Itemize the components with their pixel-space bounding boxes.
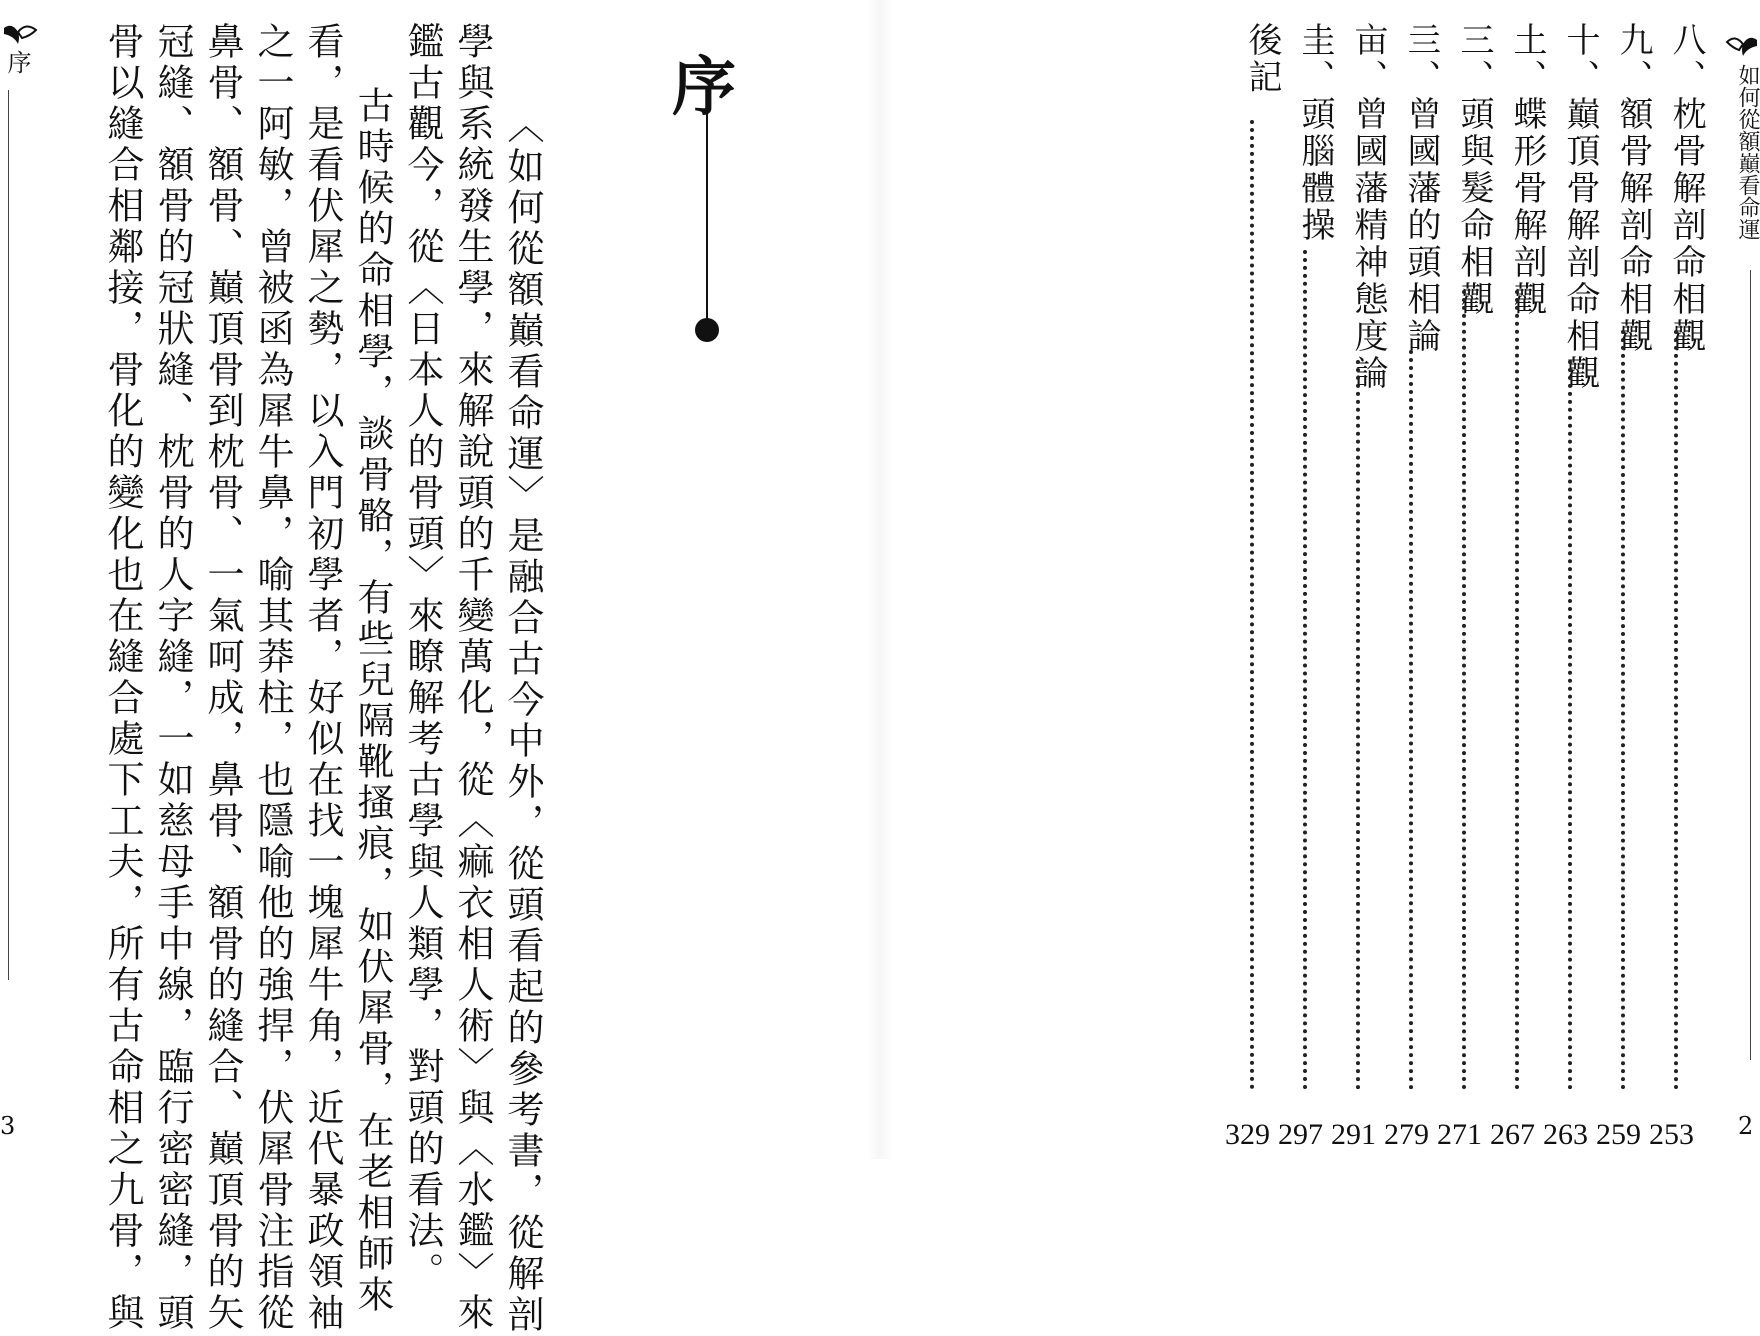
body-line: 骨以縫合相鄰接，骨化的變化也在縫合處下工夫，所有古命相之九骨，與 — [101, 22, 144, 1334]
body-line: 冠縫、額骨的冠狀縫、枕骨的人字縫，一如慈母手中線，臨行密密縫，頭 — [151, 22, 194, 1334]
toc-entry-label: 九、額骨解剖命相觀 — [1613, 22, 1653, 355]
toc-leader — [1303, 250, 1313, 1090]
toc-entry-page: 279 — [1384, 1118, 1429, 1151]
left-margin-rule — [8, 90, 9, 980]
right-running-head: 如何從額巔看命運 — [1735, 64, 1760, 240]
toc-leader — [1462, 290, 1472, 1090]
body-line: 看，是看伏犀之勢，以入門初學者，好似在找一塊犀牛角，近代暴政領袖 — [301, 22, 344, 1334]
left-page-number: 3 — [0, 1112, 16, 1140]
fleuron-icon — [0, 20, 40, 50]
toc-entry-page: 263 — [1543, 1118, 1588, 1151]
toc-entry-label: 八、枕骨解剖命相觀 — [1666, 22, 1706, 355]
toc-leader — [1409, 350, 1419, 1090]
toc-entry-page: 253 — [1649, 1118, 1694, 1151]
fleuron-icon — [1725, 34, 1760, 60]
title-rule — [706, 104, 708, 322]
toc-entry-page: 329 — [1225, 1118, 1270, 1151]
body-line: 鑑古觀今，從〈日本人的骨頭〉來瞭解考古學與人類學，對頭的看法。 — [401, 22, 444, 1293]
body-line: 鼻骨、額骨、巔頂骨到枕骨、一氣呵成，鼻骨、額骨的縫合、巔頂骨的矢 — [201, 22, 244, 1334]
toc-entry-label: 土、蝶形骨解剖觀 — [1507, 22, 1547, 318]
toc-entry-label: 圭、頭腦體操 — [1295, 22, 1335, 244]
toc-entry-page: 267 — [1490, 1118, 1535, 1151]
body-line: 〈如何從額巔看命運〉是融合古今中外，從頭看起的參考書，從解剖 — [501, 106, 544, 1336]
toc-leader — [1621, 330, 1631, 1090]
toc-leader — [1568, 360, 1578, 1090]
toc-entry-page: 291 — [1331, 1118, 1376, 1151]
left-running-head: 序 — [3, 50, 31, 74]
right-margin-rule — [1750, 270, 1751, 1060]
toc-entry-page: 259 — [1596, 1118, 1641, 1151]
toc-entry-label: 後記 — [1242, 22, 1282, 96]
title-dot-icon — [695, 318, 719, 342]
toc-entry-page: 271 — [1437, 1118, 1482, 1151]
toc-leader — [1674, 330, 1684, 1090]
section-title: 序 — [672, 50, 736, 125]
toc-leader — [1356, 360, 1366, 1090]
right-page — [880, 0, 1760, 1159]
body-line: 之一阿敏，曾被函為犀牛鼻，喻其莽柱，也隱喻他的強捍，伏犀骨注指從 — [251, 22, 294, 1334]
body-line: 學與系統發生學，來解說頭的千變萬化，從〈痲衣相人術〉與〈水鑑〉來 — [451, 22, 494, 1334]
right-page-number: 2 — [1738, 1112, 1754, 1140]
toc-leader — [1515, 290, 1525, 1090]
toc-leader — [1250, 120, 1260, 1090]
toc-entry-page: 297 — [1278, 1118, 1323, 1151]
toc-entry-label: 亖、曾國藩的頭相論 — [1401, 22, 1441, 355]
toc-entry-label: 亩、曾國藩精神態度論 — [1348, 22, 1388, 392]
body-line: 古時候的命相學，談骨骼，有些兒隔靴搔痕，如伏犀骨，在老相師來 — [351, 86, 394, 1316]
toc-entry-label: 三、頭與髮命相觀 — [1454, 22, 1494, 318]
toc-entry-label: 十、巔頂骨解剖命相觀 — [1560, 22, 1600, 392]
